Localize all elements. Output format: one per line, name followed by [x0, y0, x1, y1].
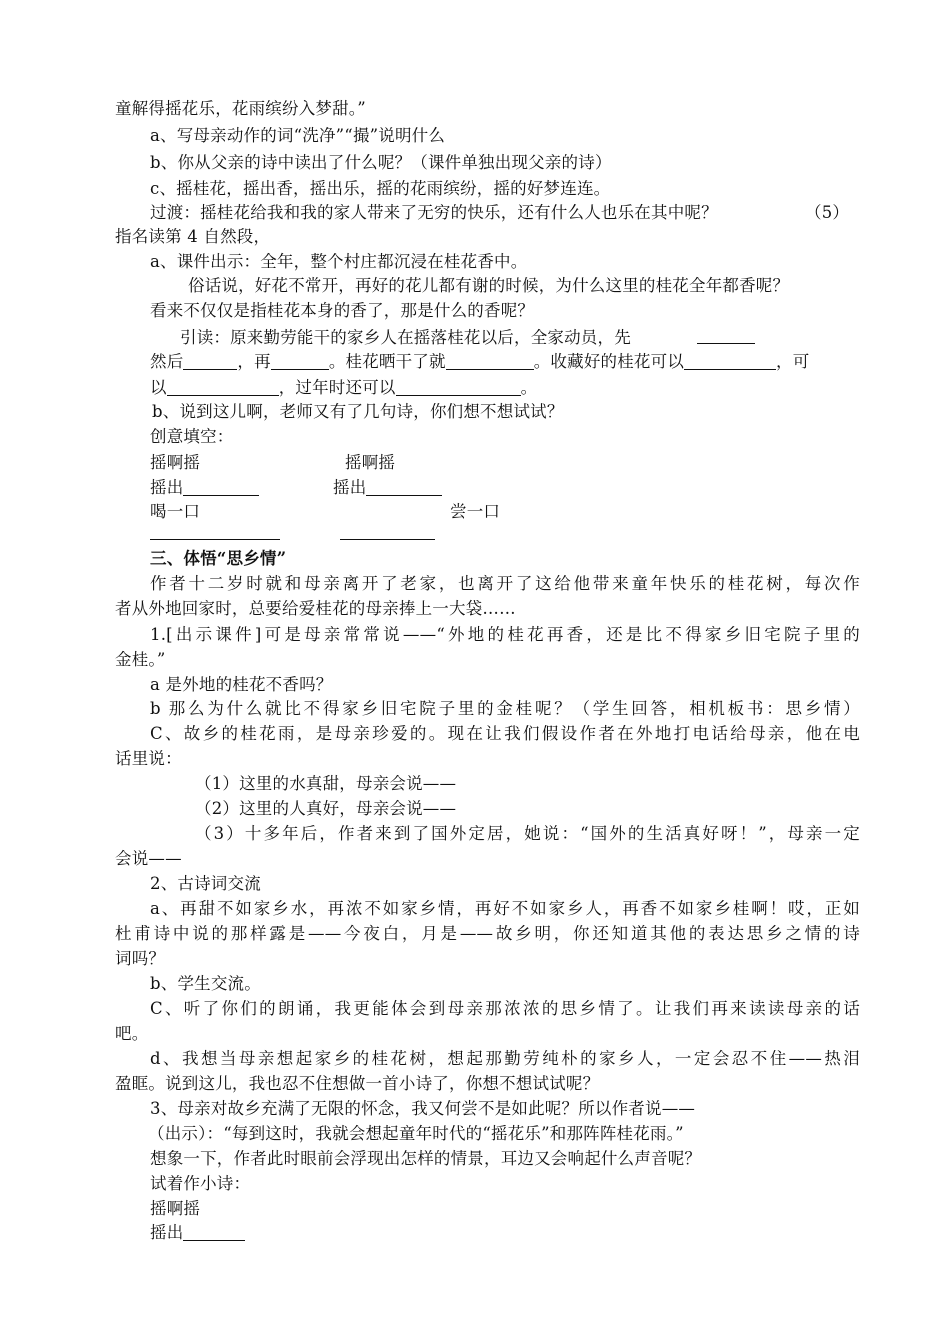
text-line: 想象一下，作者此时眼前会浮现出怎样的情景，耳边又会响起什么声音呢？ [150, 1149, 702, 1168]
text-line: 1.[出示课件]可是母亲常常说——“外地的桂花再香，还是比不得家乡旧宅院子里的 [150, 625, 860, 644]
text-line: （1）这里的水真甜，母亲会说—— [195, 774, 457, 793]
text-line: a、再甜不如家乡水，再浓不如家乡情，再好不如家乡人，再香不如家乡桂啊！哎，正如 [150, 899, 860, 918]
fill-in-line: 以 ，过年时还可以 。 [150, 378, 538, 397]
fill-blank[interactable] [150, 523, 280, 540]
fill-blank[interactable] [183, 479, 259, 496]
fill-blank[interactable] [396, 379, 521, 396]
fill-blank[interactable] [183, 1224, 245, 1241]
text-line: 作者十二岁时就和母亲离开了老家，也离开了这给他带来童年快乐的桂花树，每次作 [150, 574, 860, 593]
poem-line: 摇啊摇 [150, 1199, 201, 1218]
poem-line: 摇啊摇 [150, 453, 201, 472]
text-line: 童解得摇花乐，花雨缤纷入梦甜。” [115, 99, 366, 118]
text-line: d、我想当母亲想起家乡的桂花树，想起那勤劳纯朴的家乡人，一定会忍不住——热泪 [150, 1049, 860, 1068]
text-line: 过渡：摇桂花给我和我的家人带来了无穷的快乐，还有什么人也乐在其中呢？ [150, 203, 718, 222]
text-line: 俗话说，好花不常开，再好的花儿都有谢的时候，为什么这里的桂花全年都香呢？ [188, 276, 790, 295]
poem-line: 摇出 [150, 476, 259, 500]
text-line: 杜甫诗中说的那样露是——今夜白，月是——故乡明，你还知道其他的表达思乡之情的诗 [115, 924, 860, 943]
fill-in-line: 然后 ，再 。桂花晒干了就 。收藏好的桂花可以 ，可 [150, 352, 810, 371]
fill-blank[interactable] [271, 353, 329, 370]
poem-line: 摇啊摇 [345, 453, 396, 472]
text-line: 吧。 [115, 1024, 149, 1043]
text-line: C、故乡的桂花雨，是母亲珍爱的。现在让我们假设作者在外地打电话给母亲，他在电 [150, 724, 860, 743]
text-line: a、写母亲动作的词“洗净”“撮”说明什么 [150, 126, 446, 145]
text-line: 3、母亲对故乡充满了无限的怀念，我又何尝不是如此呢？所以作者说—— [150, 1099, 696, 1118]
fill-blank[interactable] [697, 327, 755, 344]
text-line: a、课件出示：全年，整个村庄都沉浸在桂花香中。 [150, 252, 528, 271]
text-line: 创意填空： [150, 427, 234, 446]
text-line: c、摇桂花，摇出香，摇出乐，摇的花雨缤纷，摇的好梦连连。 [150, 179, 611, 198]
text-line: 引读：原来勤劳能干的家乡人在摇落桂花以后，全家动员，先 [180, 328, 631, 347]
section-heading: 三、体悟“思乡情” [150, 549, 287, 568]
text-line: （3）十多年后，作者来到了国外定居，她说：“国外的生活真好呀！”，母亲一定 [195, 824, 860, 843]
text-line: b 那么为什么就比不得家乡旧宅院子里的金桂呢？（学生回答，相机板书：思乡情） [150, 699, 860, 718]
fill-blank[interactable] [446, 353, 534, 370]
fill-blank[interactable] [183, 353, 237, 370]
poem-line: 摇出 [150, 1221, 245, 1245]
text-line: b、说到这儿啊，老师又有了几句诗，你们想不想试试？ [152, 402, 564, 421]
text-line: （出示）：“每到这时，我就会想起童年时代的“摇花乐”和那阵阵桂花雨。” [148, 1124, 684, 1143]
text-line: 看来不仅仅是指桂花本身的香了，那是什么的香呢？ [150, 301, 535, 320]
text-line: 话里说： [115, 749, 182, 768]
text-line: a 是外地的桂花不香吗？ [150, 675, 333, 694]
text-line: 指名读第 4 自然段， [115, 227, 271, 246]
text-line: 2、古诗词交流 [150, 874, 261, 893]
text-line: b、学生交流。 [150, 974, 261, 993]
text-line: 盈眶。说到这儿，我也忍不住想做一首小诗了，你想不想试试呢？ [115, 1074, 600, 1093]
text-line: 词吗？ [115, 949, 166, 968]
poem-line: 摇出 [333, 476, 442, 500]
fill-blank[interactable] [366, 479, 442, 496]
fill-blank[interactable] [167, 379, 279, 396]
text-line: b、你从父亲的诗中读出了什么呢？（课件单独出现父亲的诗） [150, 153, 612, 172]
fill-blank[interactable] [340, 523, 435, 540]
poem-line: 喝一口 [150, 502, 201, 521]
poem-line: 尝一口 [450, 502, 501, 521]
fill-blank[interactable] [684, 353, 776, 370]
text-line: 会说—— [115, 849, 182, 868]
section-number: （5） [805, 203, 850, 222]
text-line: （2）这里的人真好，母亲会说—— [195, 799, 457, 818]
text-line: 试着作小诗： [150, 1174, 251, 1193]
text-line: 金桂。” [115, 650, 166, 669]
text-line: C、听了你们的朗诵，我更能体会到母亲那浓浓的思乡情了。让我们再来读读母亲的话 [150, 999, 860, 1018]
text-line: 者从外地回家时，总要给爱桂花的母亲捧上一大袋…… [115, 599, 516, 618]
